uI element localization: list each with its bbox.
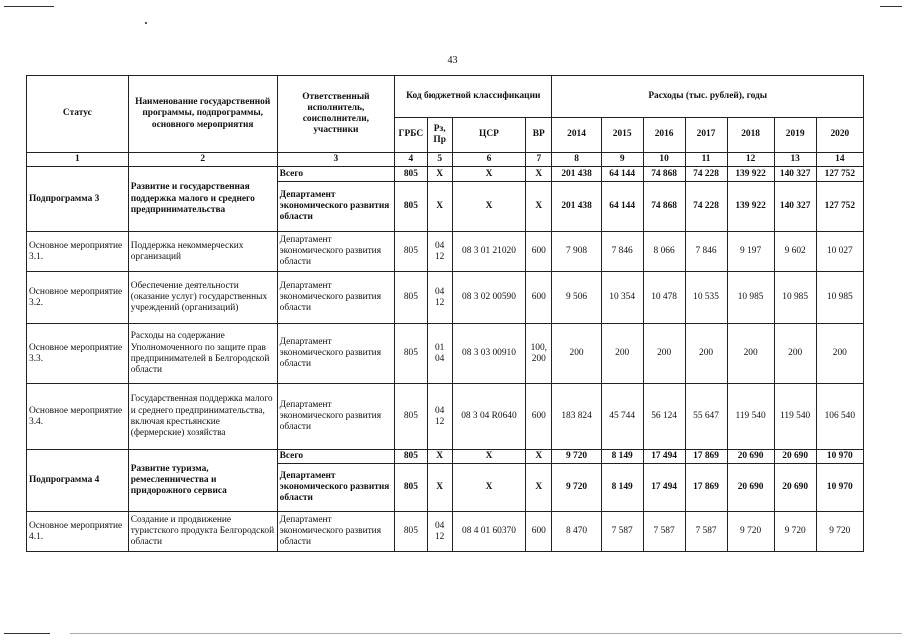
cell: 74 228 [685, 167, 727, 182]
cell: 140 327 [774, 182, 816, 232]
cell: 10 985 [816, 272, 863, 324]
cell: 805 [395, 324, 428, 384]
row-executor: Департамент экономического развития области [277, 464, 394, 512]
column-number: 14 [816, 153, 863, 167]
cell: 9 602 [774, 232, 816, 272]
cell: 10 985 [774, 272, 816, 324]
row-executor: Департамент экономического развития области [277, 182, 394, 232]
header-year: 2017 [685, 118, 727, 153]
cell: Х [452, 167, 525, 182]
cell: 805 [395, 464, 428, 512]
row-executor: Департамент экономического развития области [277, 324, 394, 384]
row-status: Основное мероприятие 4.1. [27, 512, 129, 552]
cell: Х [526, 167, 552, 182]
cell: 9 506 [552, 272, 601, 324]
row-status: Основное мероприятие 3.4. [27, 384, 129, 450]
cell: 127 752 [816, 182, 863, 232]
column-number: 7 [526, 153, 552, 167]
header-csr: ЦСР [452, 118, 525, 153]
cell: 200 [816, 324, 863, 384]
cell: 45 744 [601, 384, 643, 450]
column-number: 3 [277, 153, 394, 167]
cell: 600 [526, 232, 552, 272]
cell: 74 228 [685, 182, 727, 232]
cell: 200 [601, 324, 643, 384]
cell: Х [427, 450, 452, 464]
cell: 140 327 [774, 167, 816, 182]
column-number: 5 [427, 153, 452, 167]
cell: 08 3 04 R0640 [452, 384, 525, 450]
cell: 08 4 01 60370 [452, 512, 525, 552]
cell: Х [526, 450, 552, 464]
cell: 9 197 [727, 232, 774, 272]
row-status: Подпрограмма 3 [27, 167, 129, 232]
budget-table [26, 75, 864, 552]
cell: 805 [395, 512, 428, 552]
header-year: 2018 [727, 118, 774, 153]
cell: 119 540 [727, 384, 774, 450]
column-number: 12 [727, 153, 774, 167]
cell: 200 [643, 324, 685, 384]
cell: 10 354 [601, 272, 643, 324]
cell: 600 [526, 384, 552, 450]
cell: Х [427, 464, 452, 512]
row-name: Развитие и государственная поддержка малого и среднего предпринимательства [128, 167, 277, 232]
cell: 56 124 [643, 384, 685, 450]
page-number: 43 [447, 55, 458, 66]
cell: 119 540 [774, 384, 816, 450]
header-grbs: ГРБС [395, 118, 428, 153]
column-number: 10 [643, 153, 685, 167]
cell: 10 478 [643, 272, 685, 324]
header-rz: Рз, Пр [427, 118, 452, 153]
cell: 200 [685, 324, 727, 384]
header-vr: ВР [526, 118, 552, 153]
column-number: 6 [452, 153, 525, 167]
cell: 8 066 [643, 232, 685, 272]
row-executor: Департамент экономического развития области [277, 512, 394, 552]
cell: 9 720 [552, 450, 601, 464]
cell: 9 720 [727, 512, 774, 552]
cell: 200 [552, 324, 601, 384]
cell: 100, 200 [526, 324, 552, 384]
header-executor: Ответственный исполнитель, соисполнители, участники [277, 76, 394, 153]
header-status: Статус [27, 76, 129, 153]
cell: Х [427, 167, 452, 182]
cell: 7 587 [685, 512, 727, 552]
cell: 805 [395, 450, 428, 464]
cell: 64 144 [601, 167, 643, 182]
cell: 201 438 [552, 167, 601, 182]
cell: 805 [395, 167, 428, 182]
cell: 20 690 [774, 450, 816, 464]
cell: 7 587 [643, 512, 685, 552]
cell: 106 540 [816, 384, 863, 450]
cell: 04 12 [427, 512, 452, 552]
cell: 74 868 [643, 182, 685, 232]
table-row [27, 450, 864, 464]
cell: 183 824 [552, 384, 601, 450]
bottom-edge-line [70, 633, 902, 634]
row-executor: Департамент экономического развития области [277, 232, 394, 272]
header-year: 2014 [552, 118, 601, 153]
cell: Х [452, 464, 525, 512]
row-name: Развитие туризма, ремесленничества и придорожного сервиса [128, 450, 277, 512]
cell: 01 04 [427, 324, 452, 384]
row-status: Основное мероприятие 3.2. [27, 272, 129, 324]
table-row [27, 167, 864, 182]
cell: 127 752 [816, 167, 863, 182]
cell: 7 846 [601, 232, 643, 272]
header-expenses: Расходы (тыс. рублей), годы [552, 76, 864, 118]
cell: 200 [727, 324, 774, 384]
cell: Х [427, 182, 452, 232]
header-budget-code: Код бюджетной классификации [395, 76, 552, 118]
cell: 805 [395, 272, 428, 324]
cell: 9 720 [774, 512, 816, 552]
cell: 08 3 01 21020 [452, 232, 525, 272]
cell: 17 494 [643, 450, 685, 464]
cell: 139 922 [727, 167, 774, 182]
cell: 55 647 [685, 384, 727, 450]
row-status: Подпрограмма 4 [27, 450, 129, 512]
cell: 64 144 [601, 182, 643, 232]
header-year: 2015 [601, 118, 643, 153]
top-edge-line [880, 6, 902, 7]
column-number: 11 [685, 153, 727, 167]
row-status: Основное мероприятие 3.1. [27, 232, 129, 272]
row-name: Создание и продвижение туристского продукта Белгородской области [128, 512, 277, 552]
cell: 20 690 [727, 450, 774, 464]
cell: 7 908 [552, 232, 601, 272]
row-name: Обеспечение деятельности (оказание услуг) государственных учреждений (организаций) [128, 272, 277, 324]
cell: 7 846 [685, 232, 727, 272]
cell: 10 985 [727, 272, 774, 324]
cell: 10 535 [685, 272, 727, 324]
row-name: Государственная поддержка малого и среднего предпринимательства, включая крестьянские (фермерские) хозяйства [128, 384, 277, 450]
row-total-label: Всего [277, 167, 394, 182]
table-row [27, 324, 864, 384]
cell: 600 [526, 512, 552, 552]
bottom-edge-line [4, 633, 50, 634]
cell: 17 869 [685, 450, 727, 464]
cell: 10 027 [816, 232, 863, 272]
cell: 200 [774, 324, 816, 384]
row-executor: Департамент экономического развития области [277, 272, 394, 324]
table-row [27, 272, 864, 324]
cell: 08 3 02 00590 [452, 272, 525, 324]
cell: Х [526, 182, 552, 232]
cell: 17 494 [643, 464, 685, 512]
table-row [27, 384, 864, 450]
cell: 04 12 [427, 272, 452, 324]
cell: 139 922 [727, 182, 774, 232]
cell: 08 3 03 00910 [452, 324, 525, 384]
cell: 20 690 [774, 464, 816, 512]
column-number: 4 [395, 153, 428, 167]
cell: 805 [395, 384, 428, 450]
column-number: 9 [601, 153, 643, 167]
row-name: Расходы на содержание Уполномоченного по защите прав предпринимателей в Белгородской области [128, 324, 277, 384]
cell: 7 587 [601, 512, 643, 552]
row-name: Поддержка некоммерческих организаций [128, 232, 277, 272]
cell: Х [526, 464, 552, 512]
cell: 8 149 [601, 464, 643, 512]
header-name: Наименование государственной программы, подпрограммы, основного мероприятия [128, 76, 277, 153]
cell: 805 [395, 182, 428, 232]
header-year: 2019 [774, 118, 816, 153]
column-number: 8 [552, 153, 601, 167]
header-year: 2020 [816, 118, 863, 153]
cell: 600 [526, 272, 552, 324]
cell: 17 869 [685, 464, 727, 512]
cell: 8 470 [552, 512, 601, 552]
row-total-label: Всего [277, 450, 394, 464]
cell: 805 [395, 232, 428, 272]
cell: 9 720 [816, 512, 863, 552]
cell: 8 149 [601, 450, 643, 464]
cell: 10 970 [816, 464, 863, 512]
column-number-row [27, 153, 864, 167]
header-year: 2016 [643, 118, 685, 153]
cell: Х [452, 450, 525, 464]
cell: Х [452, 182, 525, 232]
column-number: 13 [774, 153, 816, 167]
cell: 20 690 [727, 464, 774, 512]
column-number: 1 [27, 153, 129, 167]
column-number: 2 [128, 153, 277, 167]
table-row [27, 232, 864, 272]
row-status: Основное мероприятие 3.3. [27, 324, 129, 384]
cell: 04 12 [427, 384, 452, 450]
cell: 74 868 [643, 167, 685, 182]
cell: 10 970 [816, 450, 863, 464]
top-edge-line [4, 6, 54, 7]
cell: 201 438 [552, 182, 601, 232]
table-row [27, 512, 864, 552]
scan-speck [145, 22, 147, 24]
cell: 04 12 [427, 232, 452, 272]
row-executor: Департамент экономического развития области [277, 384, 394, 450]
cell: 9 720 [552, 464, 601, 512]
